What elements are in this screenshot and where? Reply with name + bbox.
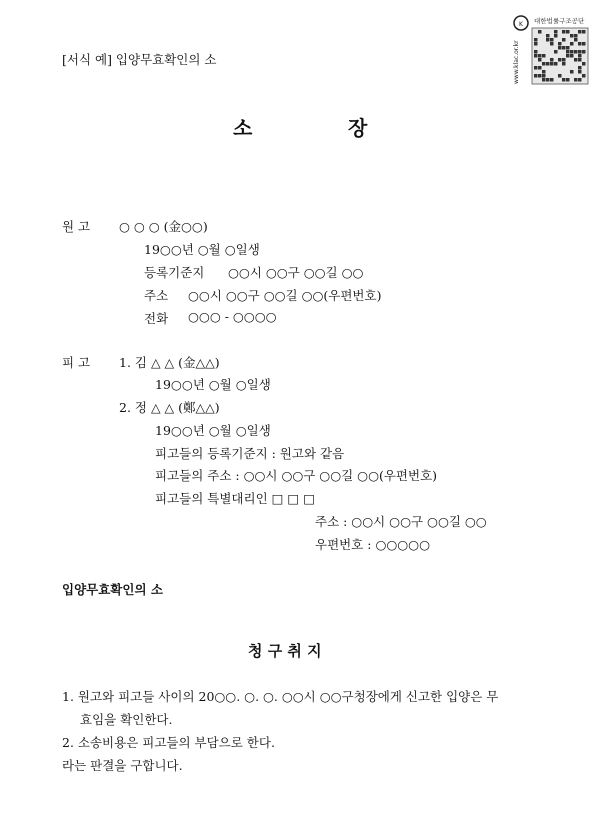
plaintiff-name: ○ ○ ○ (金○○) bbox=[119, 219, 208, 234]
svg-text:대한법률구조공단: 대한법률구조공단 bbox=[534, 17, 585, 25]
defendants-role-label: 피 고 bbox=[62, 355, 91, 370]
claim-1-line-2: 효임을 확인한다. bbox=[80, 712, 173, 727]
plaintiff-phone-label: 전화 bbox=[144, 311, 169, 326]
svg-text:K: K bbox=[519, 21, 523, 28]
svg-text:www.klac.or.kr: www.klac.or.kr bbox=[513, 40, 520, 84]
defendant-2-birth: 19○○년 ○월 ○일생 bbox=[155, 423, 271, 438]
agent-postcode: 우편번호 : ○○○○○ bbox=[315, 537, 430, 552]
plaintiff-phone-value: ○○○ - ○○○○ bbox=[188, 309, 277, 324]
title-char-2: 장 bbox=[348, 116, 368, 140]
case-name: 입양무효확인의 소 bbox=[62, 582, 163, 597]
logo-graphic bbox=[512, 14, 590, 86]
defendant-1-name: 1. 김 △ △ (金△△) bbox=[119, 355, 220, 370]
defendants-address: 피고들의 주소 : ○○시 ○○구 ○○길 ○○(우편번호) bbox=[155, 468, 438, 483]
plaintiff-birth: 19○○년 ○월 ○일생 bbox=[144, 242, 260, 257]
defendant-1-birth: 19○○년 ○월 ○일생 bbox=[155, 377, 271, 392]
plaintiff-registry-label: 등록기준지 bbox=[144, 265, 205, 280]
plaintiff-role-label: 원 고 bbox=[62, 219, 91, 234]
title-char-1: 소 bbox=[233, 116, 253, 140]
claim-1-line-1: 1. 원고와 피고들 사이의 20○○. ○. ○. ○○시 ○○구청장에게 신고한 입양은 무 bbox=[62, 689, 499, 704]
plaintiff-registry-value: ○○시 ○○구 ○○길 ○○ bbox=[228, 265, 364, 280]
form-label: [서식 예] 입양무효확인의 소 bbox=[62, 52, 217, 67]
plaintiff-address-label: 주소 bbox=[144, 288, 169, 303]
klac-logo bbox=[512, 14, 590, 86]
plaintiff-address-value: ○○시 ○○구 ○○길 ○○(우편번호) bbox=[188, 288, 382, 303]
defendants-special-agent: 피고들의 특별대리인 □ □ □ bbox=[155, 491, 315, 506]
claims-closing: 라는 판결을 구합니다. bbox=[62, 758, 183, 773]
agent-address: 주소 : ○○시 ○○구 ○○길 ○○ bbox=[315, 514, 487, 529]
claim-2: 2. 소송비용은 피고들의 부담으로 한다. bbox=[62, 735, 275, 750]
claims-title: 청 구 취 지 bbox=[248, 642, 322, 660]
defendant-2-name: 2. 정 △ △ (鄭△△) bbox=[119, 400, 220, 415]
defendants-registry: 피고들의 등록기준지 : 원고와 같음 bbox=[155, 446, 345, 461]
